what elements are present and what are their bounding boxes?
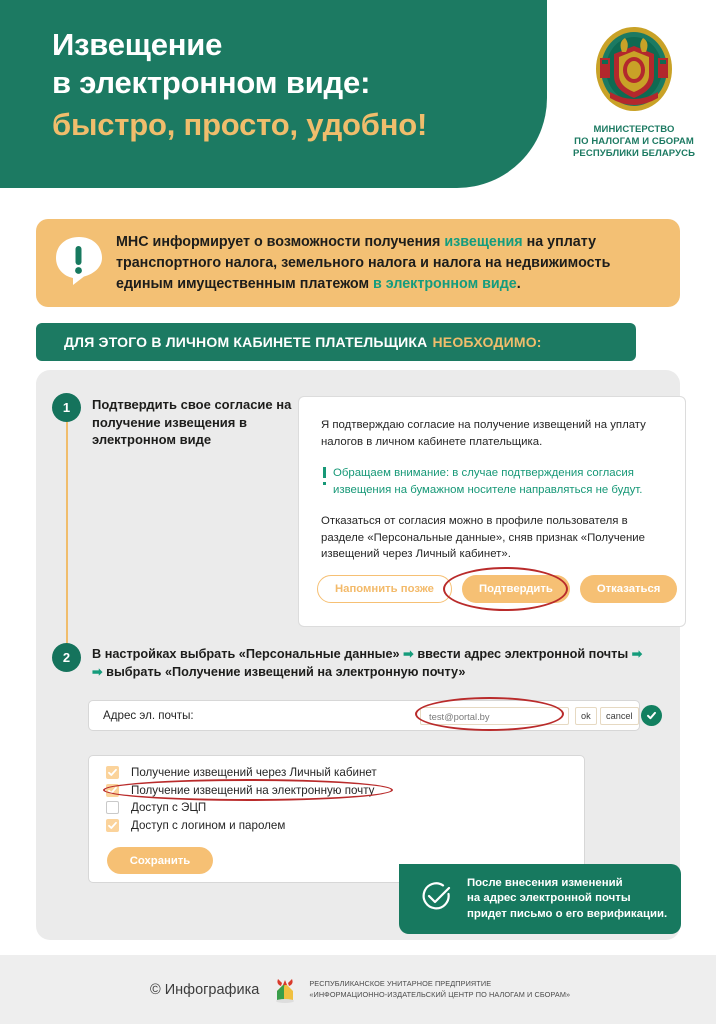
exclamation-speech-bubble-icon <box>54 235 108 292</box>
step-2-title <box>92 645 684 681</box>
checkbox-label: Доступ с логином и паролем <box>131 818 286 832</box>
step-connector-line <box>66 408 68 656</box>
list-item[interactable] <box>106 799 377 817</box>
step-1-number: 1 <box>52 393 81 422</box>
alert-text-part1: МНС информирует о возможности получения <box>116 233 445 250</box>
info-alert-banner <box>36 219 680 307</box>
ministry-line-2: ПО НАЛОГАМ И СБОРАМ <box>574 136 694 147</box>
arrow-icon-2: ➡ <box>631 647 643 661</box>
belarus-tax-ministry-emblem-icon <box>592 24 676 118</box>
ministry-line-1: МИНИСТЕРСТВО <box>593 124 675 135</box>
verification-callout-text <box>467 876 667 923</box>
checkbox-checked-icon[interactable] <box>106 784 119 797</box>
step-2-line-2: выбрать «Получение извещений на электронную почту» <box>106 665 466 679</box>
email-cancel-button[interactable]: cancel <box>600 707 639 725</box>
consent-paragraph-2: Отказаться от согласия можно в профиле пользователя в разделе «Персональные данные», сняв признак «Получение извещений через Личный кабинет». <box>321 515 645 560</box>
consent-button-row <box>317 575 677 603</box>
checkbox-label: Получение извещений на электронную почту <box>131 783 375 797</box>
consent-notice: Обращаем внимание: в случае подтверждения согласия извещения на бумажном носителе направляться не будут. <box>323 465 669 498</box>
list-item[interactable] <box>106 817 377 835</box>
step-2-line-1a: В настройках выбрать «Персональные данные» <box>92 647 400 661</box>
step-2-number: 2 <box>52 643 81 672</box>
checkbox-list <box>106 764 377 834</box>
ministry-line-3: РЕСПУБЛИКИ БЕЛАРУСЬ <box>572 148 696 159</box>
alert-highlight-2: в электронном виде <box>373 275 517 292</box>
publisher-logo-icon <box>271 976 299 1004</box>
consent-paragraph-1: Я подтверждаю согласие на получение извещений на уплату налогов в личном кабинете плательщика. <box>321 419 646 448</box>
callout-line-2: на адрес электронной почты <box>467 892 631 905</box>
title-line-1: Извещение <box>52 27 223 62</box>
title-line-3: быстро, просто, удобно! <box>52 107 428 142</box>
check-circle-icon <box>641 705 662 726</box>
email-field-label: Адрес эл. почты: <box>103 709 194 722</box>
save-button[interactable]: Сохранить <box>107 847 213 874</box>
decline-button[interactable]: Отказаться <box>580 575 678 603</box>
checkbox-checked-icon[interactable] <box>106 819 119 832</box>
alert-text-part2: на уплату транспортного налога, земельного налога и налога на недвижимость единым имущественным платежом <box>116 233 611 292</box>
section-header-accent: НЕОБХОДИМО: <box>432 334 542 350</box>
verification-callout <box>399 864 681 934</box>
confirm-button[interactable]: Подтвердить <box>462 575 570 603</box>
arrow-icon-3: ➡ <box>92 665 103 679</box>
checkbox-label: Доступ с ЭЦП <box>131 801 207 815</box>
checkbox-unchecked-icon[interactable] <box>106 801 119 814</box>
footer <box>0 955 716 1024</box>
step-2-line-1b: ввести адрес электронной почты <box>417 647 629 661</box>
callout-line-1: После внесения изменений <box>467 876 623 889</box>
email-input-value: test@portal.by <box>429 710 490 722</box>
checkbox-label: Получение извещений через Личный кабинет <box>131 766 377 780</box>
check-circle-outline-icon <box>421 881 453 918</box>
section-header-bar <box>36 323 636 361</box>
ministry-identity <box>552 24 716 160</box>
alert-text <box>116 232 680 295</box>
section-header-label: ДЛЯ ЭТОГО В ЛИЧНОМ КАБИНЕТЕ ПЛАТЕЛЬЩИКА <box>64 334 428 350</box>
email-settings-row <box>88 700 640 731</box>
copyright-text: © Инфографика <box>150 981 260 998</box>
list-item[interactable] <box>106 764 377 782</box>
publisher-line-1: РЕСПУБЛИКАНСКОЕ УНИТАРНОЕ ПРЕДПРИЯТИЕ <box>309 979 492 988</box>
header-banner <box>0 0 547 188</box>
arrow-icon-1: ➡ <box>403 647 414 661</box>
step-1-title: Подтвердить свое согласие на получение извещения в электронном виде <box>92 397 292 447</box>
footer-content <box>150 976 570 1004</box>
list-item[interactable] <box>106 782 377 800</box>
callout-line-3: придет письмо о его верификации. <box>467 907 668 920</box>
publisher-name <box>309 979 570 1000</box>
alert-highlight-1: извещения <box>444 233 523 250</box>
checkbox-checked-icon[interactable] <box>106 766 119 779</box>
alert-text-part3: . <box>516 275 521 292</box>
publisher-line-2: «ИНФОРМАЦИОННО-ИЗДАТЕЛЬСКИЙ ЦЕНТР ПО НАЛОГАМ И СБОРАМ» <box>309 989 571 999</box>
page-title <box>52 26 522 145</box>
email-ok-button[interactable]: ok <box>575 707 597 725</box>
email-input[interactable] <box>420 707 569 725</box>
remind-later-button[interactable]: Напомнить позже <box>317 575 452 603</box>
title-line-2: в электронном виде: <box>52 65 371 100</box>
consent-dialog <box>298 396 686 627</box>
